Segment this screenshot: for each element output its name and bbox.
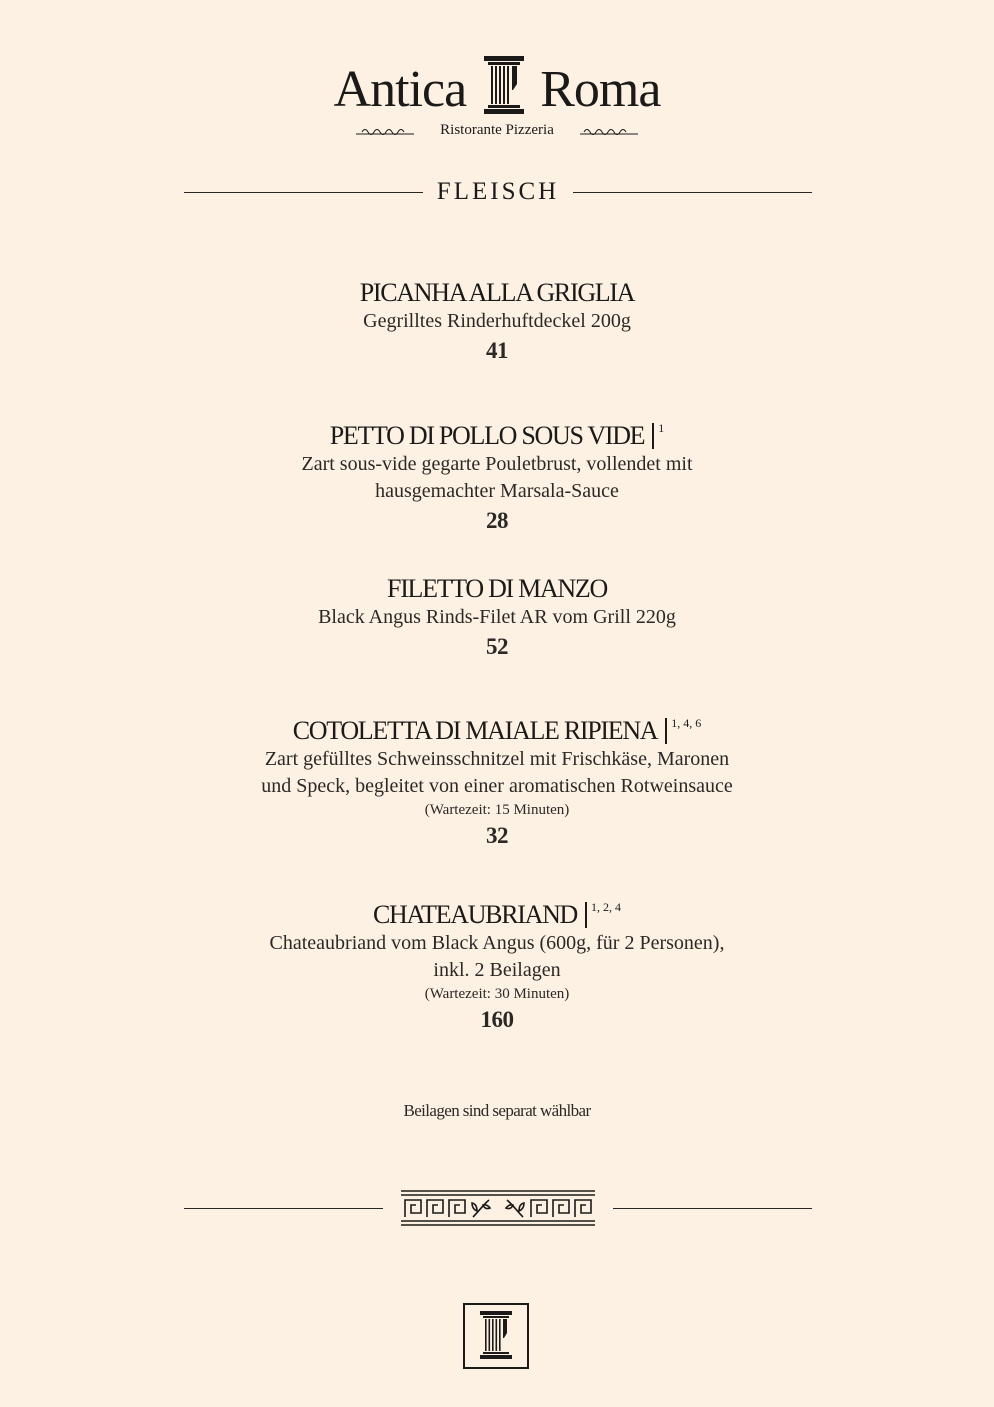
roman-column-icon <box>482 54 526 116</box>
item-price: 28 <box>486 508 508 533</box>
item-description: und Speck, begleitet von einer aromatischen Rotweinsauce <box>261 775 733 797</box>
item-description: Zart gefülltes Schweinsschnitzel mit Frischkäse, Maronen <box>264 748 730 770</box>
ornament-divider <box>184 1188 812 1228</box>
column-emblem-graphic <box>465 1305 527 1367</box>
roman-column-emblem-icon <box>463 1303 529 1369</box>
waiting-time-note: (Wartezeit: 30 Minuten) <box>424 986 570 1002</box>
item-title: PICANHA ALLA GRIGLIA <box>359 278 635 307</box>
item-description: Chateaubriand vom Black Angus (600g, für 2 Personen), <box>269 932 725 954</box>
item-title: COTOLETTA DI MAIALE RIPIENA $^{1, 4, 6}$ <box>292 716 702 745</box>
item-description: Zart sous-vide gegarte Pouletbrust, vollendet mit <box>301 453 693 475</box>
item-description: hausgemachter Marsala-Sauce <box>375 480 619 502</box>
waiting-time-note: (Wartezeit: 15 Minuten) <box>424 802 570 818</box>
item-description: Black Angus Rinds-Filet AR vom Grill 220g <box>318 606 676 628</box>
item-title: CHATEAUBRIAND $^{1, 2, 4}$ <box>372 900 622 929</box>
item-title: FILETTO DI MANZO <box>387 574 607 603</box>
item-description: Gegrilltes Rinderhuftdeckel 200g <box>363 310 631 332</box>
allergen-codes: 1 <box>658 421 665 435</box>
allergen-codes: 1, 4, 6 <box>671 716 702 730</box>
brand-subtitle: Ristorante Pizzeria <box>440 122 554 138</box>
brand-name-left: Antica <box>333 61 467 118</box>
wave-ornament-icon <box>356 126 414 136</box>
item-title: PETTO DI POLLO SOUS VIDE $^1$ <box>329 421 665 450</box>
wave-ornament-icon <box>580 126 638 136</box>
separator-bar <box>652 423 654 449</box>
divider-line <box>184 1208 383 1209</box>
separator-bar <box>665 718 667 744</box>
item-description: inkl. 2 Beilagen <box>433 959 561 981</box>
item-price: 32 <box>486 823 508 848</box>
item-price: 41 <box>486 338 508 363</box>
section-header <box>184 178 812 206</box>
brand-logo <box>0 52 994 139</box>
menu-item <box>0 708 994 852</box>
item-price: 52 <box>486 634 508 659</box>
divider-line <box>184 192 423 193</box>
menu-item <box>0 574 994 663</box>
greek-key-olive-ornament-icon <box>401 1189 595 1227</box>
menu-item <box>0 892 994 1036</box>
brand-name-right: Roma <box>540 61 661 118</box>
side-dishes-note: Beilagen sind separat wählbar <box>403 1101 591 1120</box>
section-title: FLEISCH <box>436 178 560 205</box>
divider-line <box>613 1208 812 1209</box>
menu-item <box>0 413 994 537</box>
menu-item <box>0 278 994 367</box>
divider-line <box>573 192 812 193</box>
separator-bar <box>585 902 587 928</box>
allergen-codes: 1, 2, 4 <box>591 900 622 914</box>
item-price: 160 <box>480 1007 514 1032</box>
